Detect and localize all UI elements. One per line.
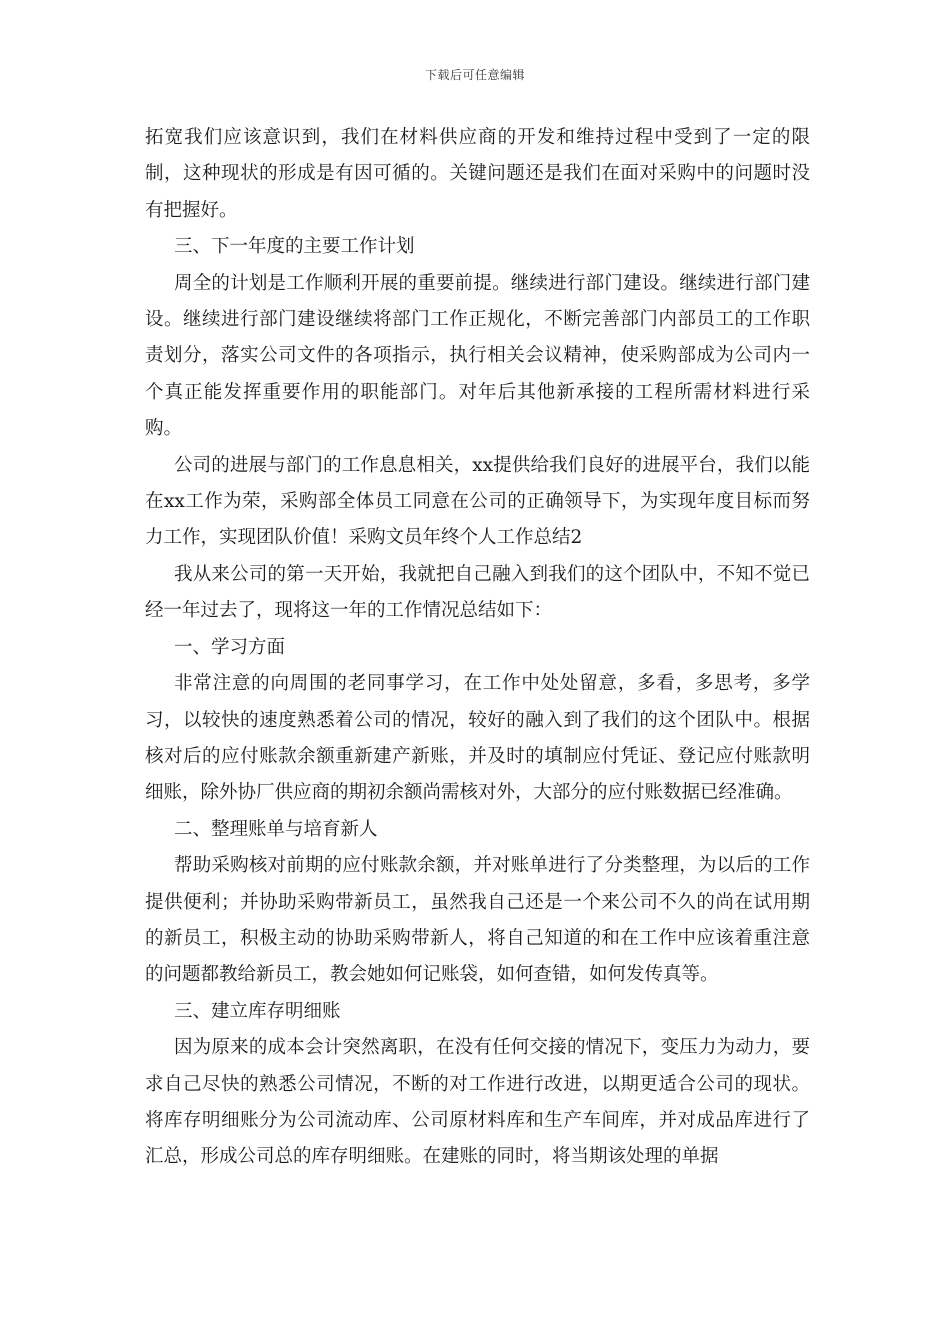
paragraph: 我从来公司的第一天开始，我就把自己融入到我们的这个团队中，不知不觉已经一年过去了，现将这一年的工作情况总结如下：	[145, 563, 810, 622]
paragraph: 公司的进展与部门的工作息息相关，xx提供给我们良好的进展平台，我们以能在xx工作为荣，采购部全体员工同意在公司的正确领导下，为实现年度目标而努力工作，实现团队价值！采购文员年终个人工作总结2	[145, 454, 810, 549]
paragraph: 拓宽我们应该意识到，我们在材料供应商的开发和维持过程中受到了一定的限制，这种现状的形成是有因可循的。关键问题还是我们在面对采购中的问题时没有把握好。	[145, 127, 810, 221]
paragraph: 因为原来的成本会计突然离职，在没有任何交接的情况下，变压力为动力，要求自己尽快的熟悉公司情况，不断的对工作进行改进，以期更适合公司的现状。将库存明细账分为公司流动库、公司原材料库和生产车间库，并对成品库进行了汇总，形成公司总的库存明细账。在建账的同时，将当期该处理的单据	[145, 1037, 810, 1168]
section-heading: 三、建立库存明细账	[174, 1000, 341, 1022]
section-heading: 一、学习方面	[174, 636, 286, 658]
document-body	[145, 120, 810, 1176]
paragraph: 非常注意的向周围的老同事学习，在工作中处处留意，多看，多思考，多学习，以较快的速度熟悉着公司的情况，较好的融入到了我们的这个团队中。根据核对后的应付账款余额重新建产新账，并及时的填制应付凭证、登记应付账款明细账，除外协厂供应商的期初余额尚需核对外，大部分的应付账数据已经准确。	[145, 673, 810, 804]
section-heading: 三、下一年度的主要工作计划	[174, 236, 415, 258]
paragraph: 帮助采购核对前期的应付账款余额，并对账单进行了分类整理，为以后的工作提供便利；并协助采购带新员工，虽然我自己还是一个来公司不久的尚在试用期的新员工，积极主动的协助采购带新人，将自己知道的和在工作中应该着重注意的问题都教给新员工，教会她如何记账袋，如何查错，如何发传真等。	[145, 855, 810, 986]
section-heading: 二、整理账单与培育新人	[174, 818, 378, 840]
paragraph: 周全的计划是工作顺利开展的重要前提。继续进行部门建设。继续进行部门建设。继续进行部门建设继续将部门工作正规化，不断完善部门内部员工的工作职责划分，落实公司文件的各项指示，执行相关会议精神，使采购部成为公司内一个真正能发挥重要作用的职能部门。对年后其他新承接的工程所需材料进行采购。	[145, 272, 810, 440]
page-header: 下载后可任意编辑	[424, 68, 525, 82]
